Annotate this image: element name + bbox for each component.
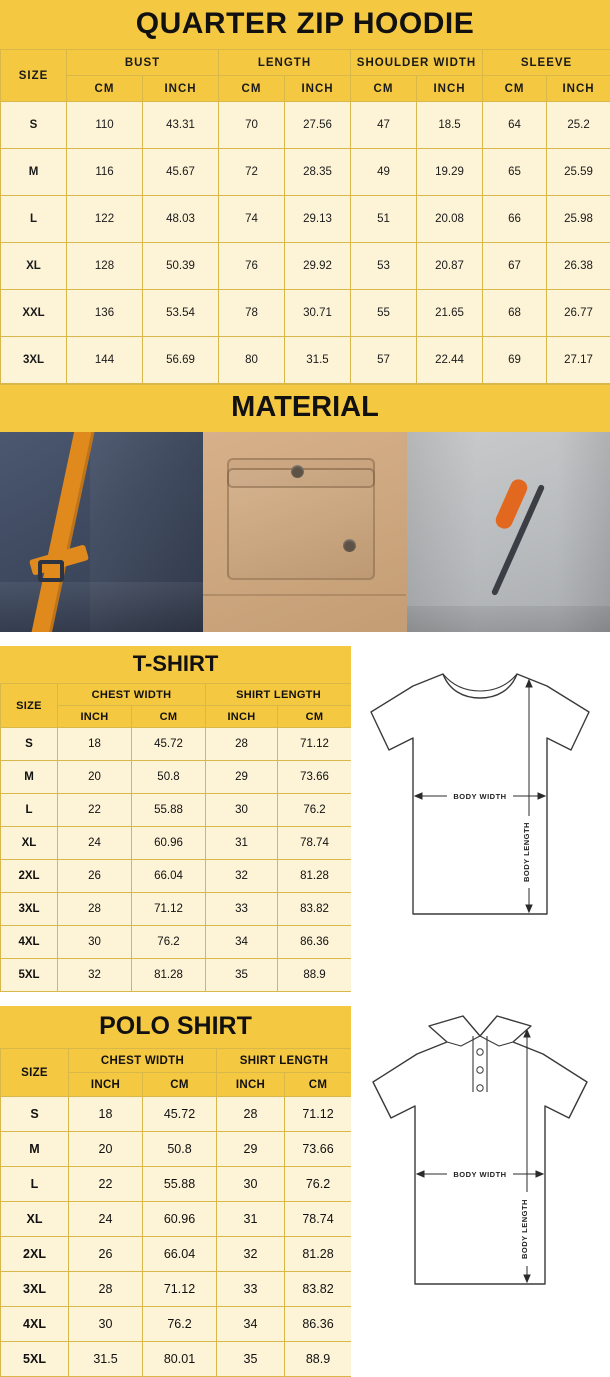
measurement-cell: 65 <box>483 149 547 196</box>
measurement-cell: 26 <box>69 1237 143 1272</box>
hoodie-table-row <box>1 149 610 196</box>
measurement-cell: 28 <box>206 728 278 761</box>
size-label: 3XL <box>1 1272 69 1307</box>
hoodie-table-row <box>1 102 610 149</box>
tshirt-unit-chest-inch: INCH <box>58 706 132 728</box>
measurement-cell: 78.74 <box>278 827 352 860</box>
hoodie-unit-shoulder-inch: INCH <box>417 76 483 102</box>
tshirt-unit-length-cm: CM <box>278 706 352 728</box>
measurement-cell: 83.82 <box>285 1272 352 1307</box>
measurement-cell: 76.2 <box>285 1167 352 1202</box>
polo-outline-svg <box>351 1006 610 1306</box>
hoodie-unit-bust-cm: CM <box>67 76 143 102</box>
measurement-cell: 43.31 <box>143 102 219 149</box>
size-label: L <box>1 794 58 827</box>
measurement-cell: 20 <box>69 1132 143 1167</box>
measurement-cell: 24 <box>58 827 132 860</box>
measurement-cell: 30 <box>217 1167 285 1202</box>
measurement-cell: 30 <box>206 794 278 827</box>
measurement-cell: 48.03 <box>143 196 219 243</box>
measurement-cell: 81.28 <box>285 1237 352 1272</box>
measurement-cell: 33 <box>206 893 278 926</box>
polo-table-row <box>1 1132 352 1167</box>
measurement-cell: 26 <box>58 860 132 893</box>
measurement-cell: 51 <box>351 196 417 243</box>
measurement-cell: 20.08 <box>417 196 483 243</box>
tshirt-unit-chest-cm: CM <box>132 706 206 728</box>
measurement-cell: 45.67 <box>143 149 219 196</box>
measurement-cell: 34 <box>206 926 278 959</box>
measurement-cell: 49 <box>351 149 417 196</box>
polo-col-chest-width: CHEST WIDTH <box>69 1049 217 1073</box>
material-image-navy-drawstring <box>0 432 203 632</box>
measurement-cell: 50.8 <box>132 761 206 794</box>
hoodie-table-row <box>1 196 610 243</box>
measurement-cell: 67 <box>483 243 547 290</box>
measurement-cell: 28 <box>69 1272 143 1307</box>
polo-table-row <box>1 1167 352 1202</box>
tshirt-unit-length-inch: INCH <box>206 706 278 728</box>
measurement-cell: 56.69 <box>143 337 219 384</box>
measurement-cell: 28.35 <box>285 149 351 196</box>
measurement-cell: 83.82 <box>278 893 352 926</box>
tshirt-group-header-row <box>1 684 352 706</box>
measurement-cell: 18.5 <box>417 102 483 149</box>
size-label: L <box>1 1167 69 1202</box>
measurement-cell: 30.71 <box>285 290 351 337</box>
measurement-cell: 71.12 <box>132 893 206 926</box>
measurement-cell: 22.44 <box>417 337 483 384</box>
tshirt-size-table <box>0 683 352 992</box>
measurement-cell: 32 <box>217 1237 285 1272</box>
measurement-cell: 73.66 <box>278 761 352 794</box>
size-label: S <box>1 102 67 149</box>
tshirt-table-row <box>1 926 352 959</box>
hoodie-unit-bust-inch: INCH <box>143 76 219 102</box>
measurement-cell: 29.13 <box>285 196 351 243</box>
hoodie-section-title: QUARTER ZIP HOODIE <box>0 0 610 49</box>
measurement-cell: 73.66 <box>285 1132 352 1167</box>
measurement-cell: 110 <box>67 102 143 149</box>
tshirt-table-row <box>1 827 352 860</box>
measurement-cell: 27.17 <box>547 337 610 384</box>
measurement-cell: 72 <box>219 149 285 196</box>
tshirt-table-row <box>1 794 352 827</box>
material-section-title: MATERIAL <box>0 384 610 432</box>
measurement-cell: 26.77 <box>547 290 610 337</box>
polo-table-row <box>1 1237 352 1272</box>
measurement-cell: 30 <box>69 1307 143 1342</box>
measurement-cell: 31 <box>217 1202 285 1237</box>
material-image-row <box>0 432 610 632</box>
measurement-cell: 57 <box>351 337 417 384</box>
size-label: S <box>1 728 58 761</box>
measurement-cell: 88.9 <box>285 1342 352 1377</box>
polo-table-row <box>1 1342 352 1377</box>
size-label: 2XL <box>1 860 58 893</box>
measurement-cell: 31 <box>206 827 278 860</box>
measurement-cell: 64 <box>483 102 547 149</box>
measurement-cell: 66.04 <box>132 860 206 893</box>
measurement-cell: 55 <box>351 290 417 337</box>
measurement-cell: 28 <box>58 893 132 926</box>
hoodie-table-row <box>1 290 610 337</box>
hoodie-col-length: LENGTH <box>219 50 351 76</box>
polo-unit-length-cm: CM <box>285 1073 352 1097</box>
measurement-cell: 47 <box>351 102 417 149</box>
measurement-cell: 29 <box>206 761 278 794</box>
size-label: L <box>1 196 67 243</box>
measurement-cell: 25.98 <box>547 196 610 243</box>
size-label: XXL <box>1 290 67 337</box>
measurement-cell: 81.28 <box>278 860 352 893</box>
measurement-cell: 66.04 <box>143 1237 217 1272</box>
measurement-cell: 29.92 <box>285 243 351 290</box>
measurement-cell: 32 <box>206 860 278 893</box>
hoodie-col-sleeve: SLEEVE <box>483 50 610 76</box>
tshirt-col-shirt-length: SHIRT LENGTH <box>206 684 352 706</box>
tshirt-col-chest-width: CHEST WIDTH <box>58 684 206 706</box>
measurement-cell: 32 <box>58 959 132 992</box>
measurement-cell: 24 <box>69 1202 143 1237</box>
size-label: M <box>1 1132 69 1167</box>
measurement-cell: 25.59 <box>547 149 610 196</box>
measurement-cell: 136 <box>67 290 143 337</box>
measurement-cell: 78 <box>219 290 285 337</box>
polo-table-row <box>1 1202 352 1237</box>
measurement-cell: 31.5 <box>69 1342 143 1377</box>
measurement-cell: 76.2 <box>132 926 206 959</box>
measurement-cell: 34 <box>217 1307 285 1342</box>
hoodie-unit-sleeve-inch: INCH <box>547 76 610 102</box>
polo-unit-chest-inch: INCH <box>69 1073 143 1097</box>
measurement-cell: 20 <box>58 761 132 794</box>
measurement-cell: 50.8 <box>143 1132 217 1167</box>
hoodie-unit-sleeve-cm: CM <box>483 76 547 102</box>
tshirt-body-length-label: BODY LENGTH <box>522 822 531 882</box>
measurement-cell: 27.56 <box>285 102 351 149</box>
polo-col-shirt-length: SHIRT LENGTH <box>217 1049 352 1073</box>
polo-table-row <box>1 1097 352 1132</box>
measurement-cell: 25.2 <box>547 102 610 149</box>
measurement-cell: 35 <box>217 1342 285 1377</box>
measurement-cell: 69 <box>483 337 547 384</box>
measurement-cell: 22 <box>58 794 132 827</box>
measurement-cell: 26.38 <box>547 243 610 290</box>
measurement-cell: 60.96 <box>132 827 206 860</box>
measurement-cell: 20.87 <box>417 243 483 290</box>
measurement-cell: 71.12 <box>143 1272 217 1307</box>
measurement-cell: 53.54 <box>143 290 219 337</box>
measurement-cell: 116 <box>67 149 143 196</box>
tshirt-section-title: T-SHIRT <box>0 646 351 683</box>
tshirt-table-row <box>1 959 352 992</box>
tshirt-diagram <box>351 646 610 992</box>
tshirt-col-size: SIZE <box>1 684 58 728</box>
measurement-cell: 66 <box>483 196 547 243</box>
measurement-cell: 31.5 <box>285 337 351 384</box>
size-label: 5XL <box>1 959 58 992</box>
measurement-cell: 21.65 <box>417 290 483 337</box>
measurement-cell: 86.36 <box>278 926 352 959</box>
measurement-cell: 50.39 <box>143 243 219 290</box>
measurement-cell: 55.88 <box>132 794 206 827</box>
measurement-cell: 76 <box>219 243 285 290</box>
hoodie-table-row <box>1 243 610 290</box>
size-label: M <box>1 149 67 196</box>
size-label: 5XL <box>1 1342 69 1377</box>
hoodie-unit-shoulder-cm: CM <box>351 76 417 102</box>
hoodie-unit-length-inch: INCH <box>285 76 351 102</box>
size-label: 4XL <box>1 1307 69 1342</box>
measurement-cell: 60.96 <box>143 1202 217 1237</box>
hoodie-table-row <box>1 337 610 384</box>
polo-unit-chest-cm: CM <box>143 1073 217 1097</box>
measurement-cell: 78.74 <box>285 1202 352 1237</box>
measurement-cell: 122 <box>67 196 143 243</box>
size-label: XL <box>1 827 58 860</box>
measurement-cell: 76.2 <box>143 1307 217 1342</box>
hoodie-unit-header-row <box>1 76 610 102</box>
polo-section-title: POLO SHIRT <box>0 1006 351 1048</box>
polo-table-row <box>1 1307 352 1342</box>
measurement-cell: 71.12 <box>285 1097 352 1132</box>
size-label: M <box>1 761 58 794</box>
size-label: 2XL <box>1 1237 69 1272</box>
polo-diagram <box>351 1006 610 1377</box>
measurement-cell: 68 <box>483 290 547 337</box>
measurement-cell: 144 <box>67 337 143 384</box>
measurement-cell: 80 <box>219 337 285 384</box>
measurement-cell: 28 <box>217 1097 285 1132</box>
material-image-grey-zipper <box>407 432 610 632</box>
measurement-cell: 29 <box>217 1132 285 1167</box>
measurement-cell: 76.2 <box>278 794 352 827</box>
size-label: 4XL <box>1 926 58 959</box>
measurement-cell: 86.36 <box>285 1307 352 1342</box>
measurement-cell: 45.72 <box>143 1097 217 1132</box>
polo-col-size: SIZE <box>1 1049 69 1097</box>
measurement-cell: 18 <box>69 1097 143 1132</box>
polo-group-header-row <box>1 1049 352 1073</box>
measurement-cell: 45.72 <box>132 728 206 761</box>
size-label: S <box>1 1097 69 1132</box>
measurement-cell: 74 <box>219 196 285 243</box>
measurement-cell: 55.88 <box>143 1167 217 1202</box>
measurement-cell: 22 <box>69 1167 143 1202</box>
tshirt-outline-svg <box>351 646 610 936</box>
section-divider-1 <box>0 632 610 646</box>
polo-section <box>0 1006 610 1377</box>
material-image-tan-pocket <box>203 432 406 632</box>
hoodie-unit-length-cm: CM <box>219 76 285 102</box>
tshirt-table-row <box>1 860 352 893</box>
measurement-cell: 33 <box>217 1272 285 1307</box>
measurement-cell: 81.28 <box>132 959 206 992</box>
measurement-cell: 18 <box>58 728 132 761</box>
polo-body-length-label: BODY LENGTH <box>520 1199 529 1259</box>
hoodie-size-table <box>0 49 610 384</box>
polo-table-row <box>1 1272 352 1307</box>
measurement-cell: 53 <box>351 243 417 290</box>
size-label: XL <box>1 1202 69 1237</box>
tshirt-table-row <box>1 761 352 794</box>
measurement-cell: 80.01 <box>143 1342 217 1377</box>
measurement-cell: 35 <box>206 959 278 992</box>
tshirt-table-row <box>1 728 352 761</box>
measurement-cell: 30 <box>58 926 132 959</box>
measurement-cell: 19.29 <box>417 149 483 196</box>
size-label: XL <box>1 243 67 290</box>
tshirt-body-width-label: BODY WIDTH <box>453 792 506 801</box>
tshirt-table-row <box>1 893 352 926</box>
hoodie-col-shoulder-width: SHOULDER WIDTH <box>351 50 483 76</box>
measurement-cell: 70 <box>219 102 285 149</box>
hoodie-col-size: SIZE <box>1 50 67 102</box>
tshirt-section <box>0 646 610 992</box>
hoodie-group-header-row <box>1 50 610 76</box>
hoodie-col-bust: BUST <box>67 50 219 76</box>
measurement-cell: 128 <box>67 243 143 290</box>
size-label: 3XL <box>1 337 67 384</box>
measurement-cell: 71.12 <box>278 728 352 761</box>
measurement-cell: 88.9 <box>278 959 352 992</box>
polo-body-width-label: BODY WIDTH <box>453 1170 506 1179</box>
size-label: 3XL <box>1 893 58 926</box>
section-divider-2 <box>0 992 610 1006</box>
polo-size-table <box>0 1048 352 1377</box>
polo-unit-length-inch: INCH <box>217 1073 285 1097</box>
